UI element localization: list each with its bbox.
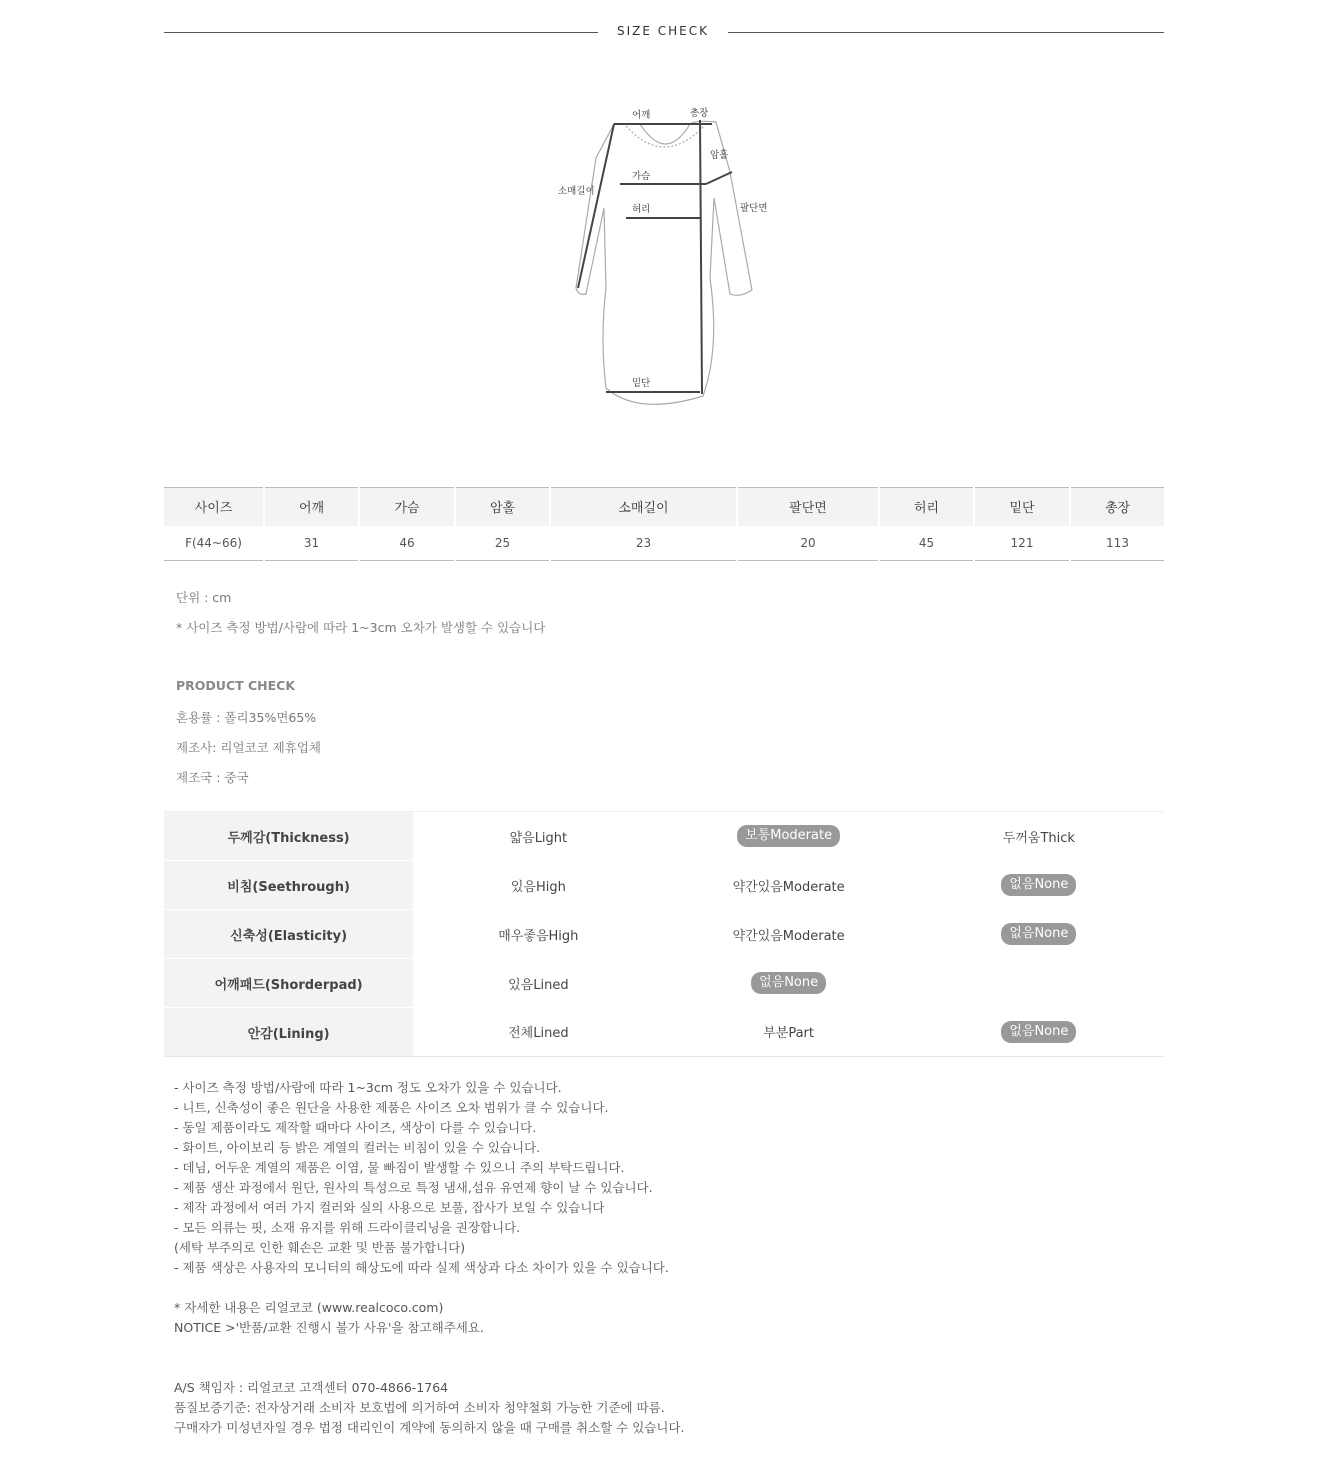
notice-section: [174, 1078, 685, 1438]
selected-pill: 없음None: [1001, 874, 1076, 896]
check-row-thickness: [164, 812, 1164, 861]
header-cell: 밑단: [974, 488, 1070, 526]
check-row-shoulderpad: [164, 959, 1164, 1008]
selected-pill: 없음None: [751, 972, 826, 994]
notice-line: - 사이즈 측정 방법/사람에 따라 1~3cm 정도 오차가 있을 수 있습니다.: [174, 1080, 562, 1095]
notice-line: (세탁 부주의로 인한 훼손은 교환 및 반품 불가합니다): [174, 1240, 466, 1255]
size-table-header-row: [164, 488, 1164, 526]
label-sleeve: 소매길이: [558, 186, 595, 197]
material-text: 혼용률 : 폴리35%면65%: [176, 710, 317, 725]
check-option-selected: [914, 861, 1164, 910]
label-waist: 허리: [632, 204, 651, 215]
selected-pill: 없음None: [1001, 1021, 1076, 1043]
table-cell: 31: [264, 526, 359, 561]
detail-line: NOTICE >'반품/교환 진행시 불가 사유'을 참고해주세요.: [174, 1320, 484, 1335]
check-option-selected: [663, 812, 913, 861]
selected-pill: 보통Moderate: [737, 825, 840, 847]
check-option: 있음High: [510, 879, 566, 895]
dress-measurement-diagram: [548, 98, 788, 418]
label-length: 총장: [690, 108, 709, 119]
header-cell: 어깨: [264, 488, 359, 526]
minor-line: 구매자가 미성년자일 경우 법정 대리인이 계약에 동의하지 않을 때 구매를 취소할 수 있습니다.: [174, 1420, 685, 1435]
check-label: 비침(Seethrough): [164, 861, 413, 910]
header-cell: 소매길이: [550, 488, 737, 526]
check-option: 두꺼움Thick: [914, 812, 1164, 861]
label-shoulder: 어깨: [632, 110, 651, 121]
notice-line: - 제작 과정에서 여러 가지 컬러와 실의 사용으로 보풀, 잡사가 보일 수 있습니다: [174, 1200, 605, 1215]
table-cell: 23: [550, 526, 737, 561]
check-row-lining: [164, 1008, 1164, 1057]
label-armhole: 암홀: [710, 150, 729, 161]
selected-pill: 없음None: [1001, 923, 1076, 945]
maker-text: 제조사: 리얼코코 제휴업체: [176, 740, 321, 755]
table-row: [164, 526, 1164, 561]
label-hem: 밑단: [632, 378, 651, 389]
check-option: 약간있음Moderate: [732, 928, 845, 944]
unit-text: 단위 : cm: [176, 590, 232, 605]
check-option: 매우좋음High: [498, 928, 579, 944]
notice-line: - 데님, 어두운 계열의 제품은 이염, 물 빠짐이 발생할 수 있으니 주의 부탁드립니다.: [174, 1160, 625, 1175]
label-chest: 가슴: [632, 171, 651, 182]
dress-illustration: [548, 98, 788, 418]
check-option-selected: [914, 910, 1164, 959]
as-line: A/S 책임자 : 리얼코코 고객센터 070-4866-1764: [174, 1380, 449, 1395]
measure-note: * 사이즈 측정 방법/사람에 따라 1~3cm 오차가 발생할 수 있습니다: [176, 620, 546, 635]
notice-line: - 모든 의류는 핏, 소재 유지를 위해 드라이클리닝을 권장합니다.: [174, 1220, 521, 1235]
header-cell: 팔단면: [737, 488, 879, 526]
check-option-selected: [914, 1008, 1164, 1057]
header-cell: 가슴: [359, 488, 455, 526]
check-option: 약간있음Moderate: [732, 879, 845, 895]
check-option: 부분Part: [663, 1008, 913, 1057]
check-option: 얇음Light: [413, 812, 663, 861]
table-cell: 46: [359, 526, 455, 561]
notice-line: - 화이트, 아이보리 등 밝은 계열의 컬러는 비침이 있을 수 있습니다.: [174, 1140, 541, 1155]
divider: [164, 32, 598, 33]
notice-line: - 제품 생산 과정에서 원단, 원사의 특성으로 특정 냄새,섬유 유연제 향이 날 수 있습니다.: [174, 1180, 653, 1195]
table-cell: 20: [737, 526, 879, 561]
size-check-header: [164, 22, 1164, 42]
header-cell: 총장: [1070, 488, 1164, 526]
check-label: 안감(Lining): [164, 1008, 413, 1057]
check-option-empty: [914, 959, 1164, 1008]
check-option: 전체Lined: [413, 1008, 663, 1057]
country-text: 제조국 : 중국: [176, 770, 249, 785]
table-cell: 121: [974, 526, 1070, 561]
divider: [728, 32, 1164, 33]
quality-line: 품질보증기준: 전자상거래 소비자 보호법에 의거하여 소비자 청약철회 가능한 기준에 따름.: [174, 1400, 665, 1415]
table-cell: 45: [879, 526, 974, 561]
notice-line: - 동일 제품이라도 제작할 때마다 사이즈, 색상이 다를 수 있습니다.: [174, 1120, 537, 1135]
header-cell: 사이즈: [164, 488, 264, 526]
check-row-seethrough: [164, 861, 1164, 910]
label-forearm: 팔단면: [740, 203, 768, 214]
check-option: 있음Lined: [508, 977, 569, 993]
header-cell: 허리: [879, 488, 974, 526]
table-cell: 113: [1070, 526, 1164, 561]
size-table: [164, 487, 1164, 561]
table-cell: 25: [455, 526, 550, 561]
check-label: 신축성(Elasticity): [164, 910, 413, 959]
check-option-selected: [663, 959, 913, 1008]
notice-line: - 제품 색상은 사용자의 모니터의 해상도에 따라 실제 색상과 다소 차이가 있을 수 있습니다.: [174, 1260, 669, 1275]
check-label: 어깨패드(Shorderpad): [164, 959, 413, 1008]
section-title: SIZE CHECK: [616, 24, 709, 38]
notice-line: - 니트, 신축성이 좋은 원단을 사용한 제품은 사이즈 오차 범위가 클 수 있습니다.: [174, 1100, 609, 1115]
header-cell: 암홀: [455, 488, 550, 526]
fabric-check-table: [164, 811, 1164, 1057]
product-check-title: PRODUCT CHECK: [176, 678, 296, 693]
detail-line: * 자세한 내용은 리얼코코 (www.realcoco.com): [174, 1300, 444, 1315]
check-row-elasticity: [164, 910, 1164, 959]
table-cell: F(44~66): [164, 526, 264, 561]
check-label: 두께감(Thickness): [164, 812, 413, 861]
